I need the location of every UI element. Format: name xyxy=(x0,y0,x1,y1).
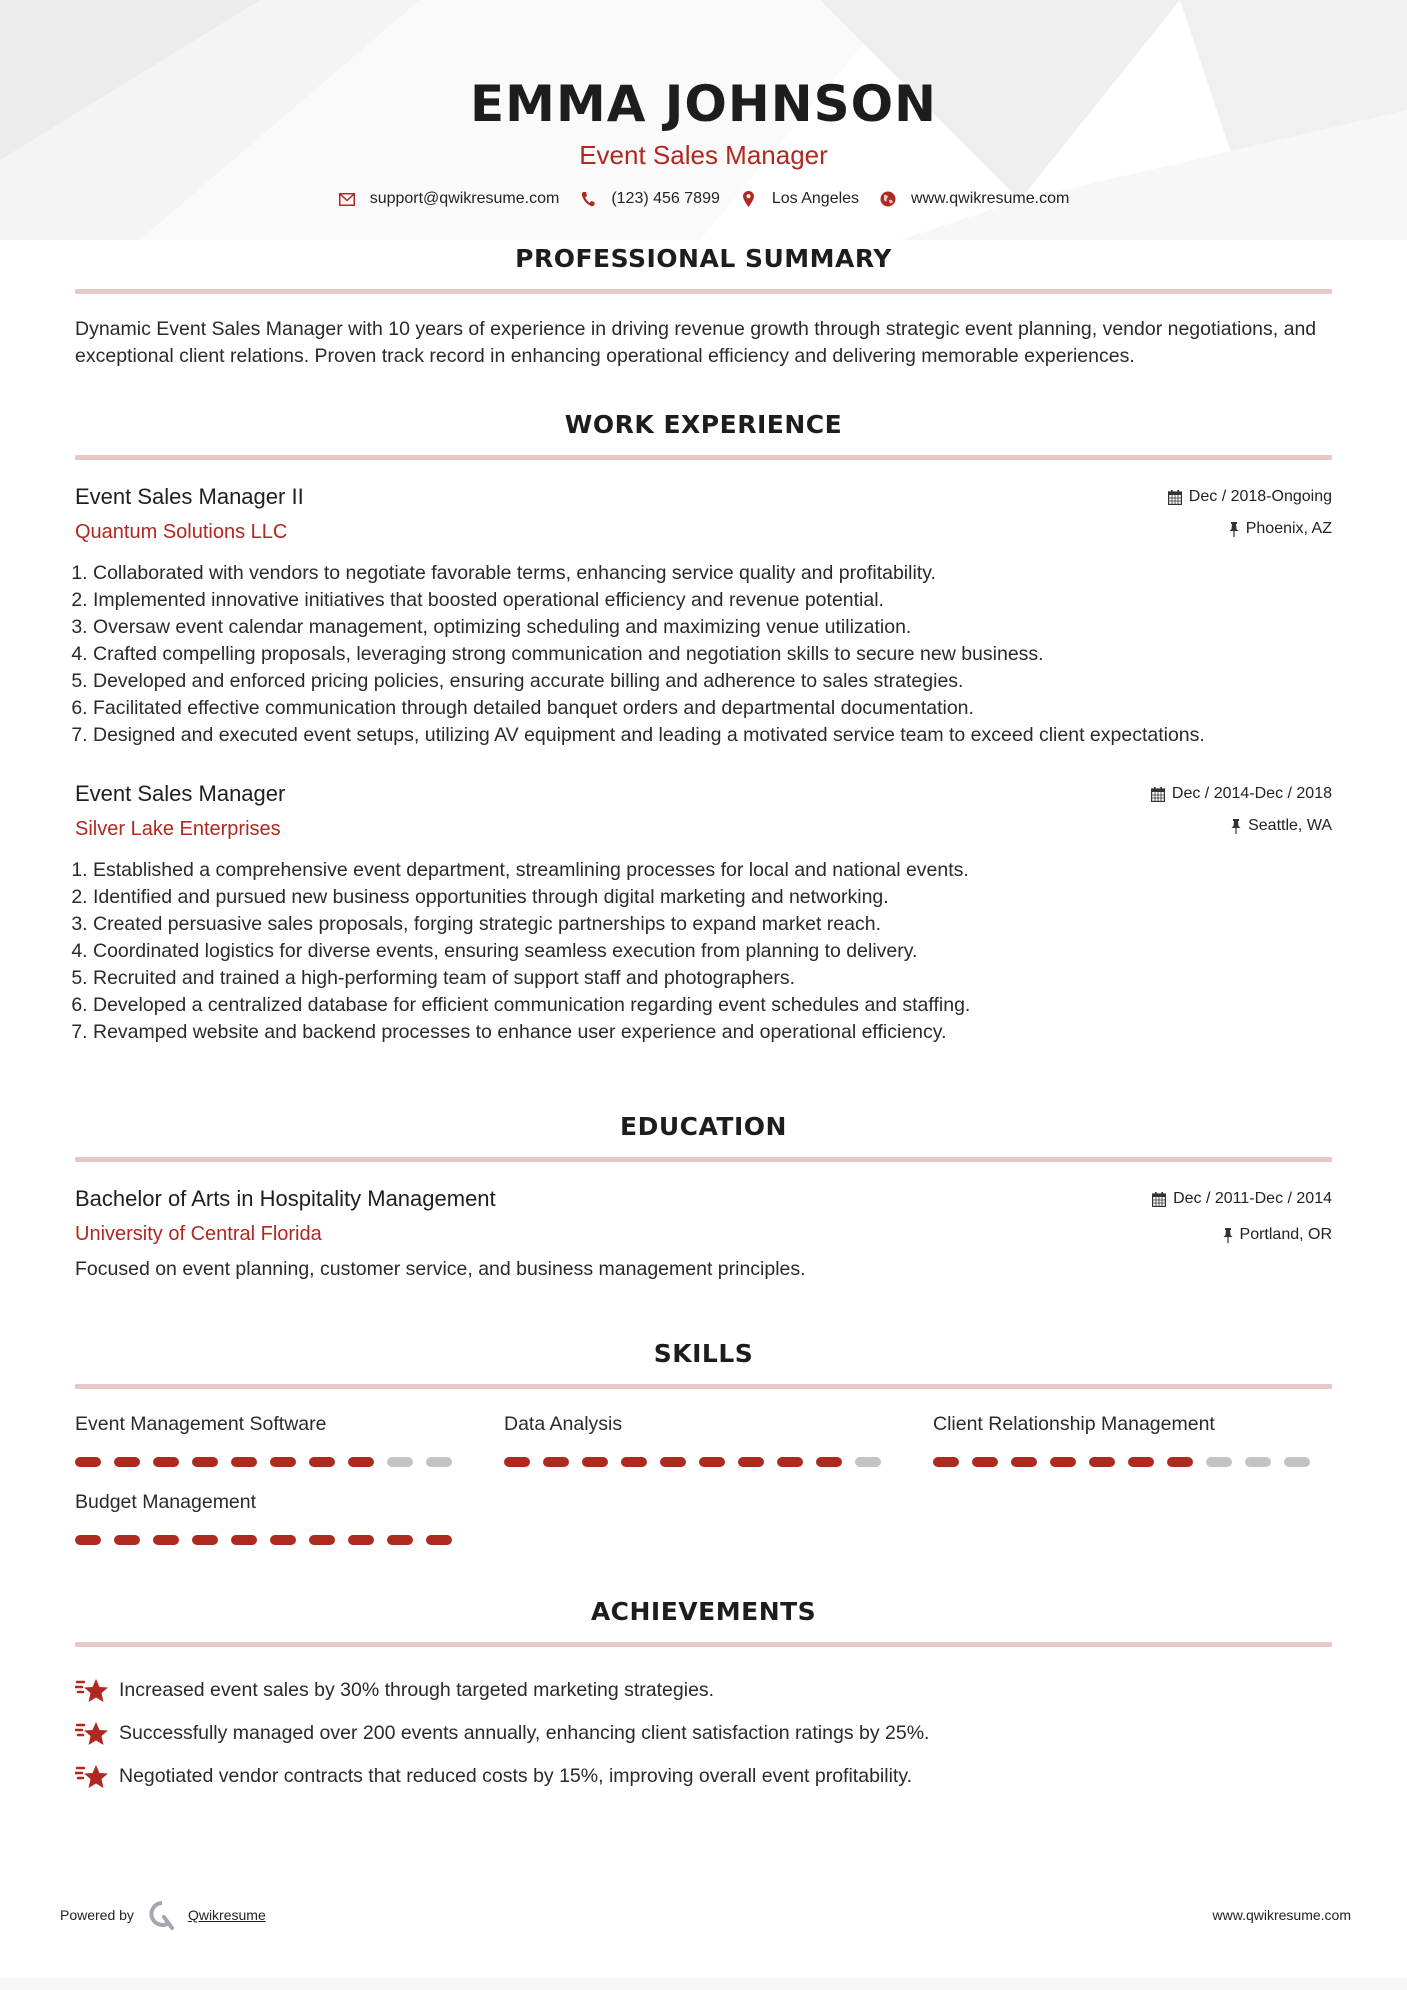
contact-phone-text: (123) 456 7899 xyxy=(611,190,720,207)
job-bullet: 3. Oversaw event calendar management, optimizing scheduling and maximizing venue utilization. xyxy=(93,614,1332,641)
contact-website[interactable] xyxy=(879,190,1069,208)
contact-location-text: Los Angeles xyxy=(771,190,860,207)
globe-icon xyxy=(879,190,897,208)
skill-rating-dash xyxy=(699,1457,725,1467)
skill-rating-bar xyxy=(75,1457,504,1467)
skill-rating-dash xyxy=(387,1457,413,1467)
skill-rating-dash xyxy=(270,1535,296,1545)
job-bullet: 3. Created persuasive sales proposals, forging strategic partnerships to expand market reach. xyxy=(93,911,1332,938)
skill-item xyxy=(75,1411,504,1467)
skill-rating-dash xyxy=(387,1535,413,1545)
skill-rating-dash xyxy=(1050,1457,1076,1467)
shooting-star-icon xyxy=(75,1762,109,1792)
section-heading-summary: PROFESSIONAL SUMMARY xyxy=(515,244,892,273)
job-company: Silver Lake Enterprises xyxy=(75,818,281,840)
skill-rating-dash xyxy=(1284,1457,1310,1467)
job-bullet: 2. Implemented innovative initiatives that boosted operational efficiency and revenue potential. xyxy=(93,587,1332,614)
education-dates: Dec / 2011-Dec / 2014 xyxy=(1173,1190,1332,1207)
skill-rating-dash xyxy=(1089,1457,1115,1467)
achievement-item xyxy=(75,1669,1332,1712)
candidate-title: Event Sales Manager xyxy=(579,140,828,170)
skill-rating-dash xyxy=(309,1457,335,1467)
map-pin-icon xyxy=(740,190,758,208)
section-divider xyxy=(75,1157,1332,1162)
calendar-icon xyxy=(1152,1192,1166,1207)
skill-rating-dash xyxy=(270,1457,296,1467)
job-bullet: 6. Facilitated effective communication through detailed banquet orders and departmental documentation. xyxy=(93,695,1332,722)
skill-rating-dash xyxy=(543,1457,569,1467)
skill-rating-dash xyxy=(192,1535,218,1545)
achievements-section xyxy=(75,1597,1332,1798)
job-company: Quantum Solutions LLC xyxy=(75,521,288,543)
achievement-text: Negotiated vendor contracts that reduced costs by 15%, improving overall event profitability. xyxy=(119,1765,913,1787)
envelope-icon xyxy=(338,190,356,208)
page-footer xyxy=(60,1900,1351,1930)
skill-rating-dash xyxy=(75,1535,101,1545)
achievement-item xyxy=(75,1712,1332,1755)
powered-by-label: Powered by xyxy=(60,1907,134,1923)
footer-website[interactable]: www.qwikresume.com xyxy=(1212,1907,1351,1923)
summary-section xyxy=(75,244,1332,370)
skill-rating-dash xyxy=(972,1457,998,1467)
skill-rating-dash xyxy=(114,1457,140,1467)
skill-rating-dash xyxy=(504,1457,530,1467)
education-location: Portland, OR xyxy=(1239,1226,1332,1243)
job-bullets xyxy=(75,560,1332,749)
summary-text: Dynamic Event Sales Manager with 10 years of experience in driving revenue growth through strategic event planning, vendor negotiations, and exceptional client relations. Proven track record in enhancing operational efficiency and delivering memorable experiences. xyxy=(75,318,1317,367)
achievement-item xyxy=(75,1755,1332,1798)
achievement-text: Increased event sales by 30% through targeted marketing strategies. xyxy=(119,1679,715,1701)
skill-rating-dash xyxy=(855,1457,881,1467)
skill-rating-dash xyxy=(1245,1457,1271,1467)
section-heading-achievements: ACHIEVEMENTS xyxy=(590,1597,817,1626)
skill-rating-dash xyxy=(231,1535,257,1545)
contact-bar xyxy=(0,190,1407,208)
shooting-star-icon xyxy=(75,1676,109,1706)
achievement-text: Successfully managed over 200 events annually, enhancing client satisfaction ratings by 25%. xyxy=(119,1722,930,1744)
experience-section xyxy=(75,410,1332,1046)
skill-rating-dash xyxy=(231,1457,257,1467)
skills-section xyxy=(75,1339,1332,1545)
skill-rating-dash xyxy=(816,1457,842,1467)
education-school: University of Central Florida xyxy=(75,1223,322,1245)
skill-rating-dash xyxy=(348,1535,374,1545)
job-bullet: 7. Revamped website and backend processes to enhance user experience and operational efficiency. xyxy=(93,1019,1332,1046)
qwikresume-logo-icon xyxy=(148,1900,176,1930)
education-description: Focused on event planning, customer service, and business management principles. xyxy=(75,1258,806,1280)
job-location: Phoenix, AZ xyxy=(1245,520,1332,537)
contact-phone[interactable] xyxy=(579,190,720,208)
section-heading-skills: SKILLS xyxy=(653,1339,754,1368)
job-bullet: 1. Collaborated with vendors to negotiate favorable terms, enhancing service quality and profitability. xyxy=(93,560,1332,587)
job-entry xyxy=(75,779,1332,1046)
job-location: Seattle, WA xyxy=(1248,817,1332,834)
skill-rating-dash xyxy=(777,1457,803,1467)
section-divider xyxy=(75,1384,1332,1389)
job-entry xyxy=(75,482,1332,749)
job-bullet: 4. Crafted compelling proposals, leveraging strong communication and negotiation skills to secure new business. xyxy=(93,641,1332,668)
skill-rating-bar xyxy=(933,1457,1362,1467)
powered-by xyxy=(60,1900,266,1930)
skill-name: Budget Management xyxy=(75,1491,257,1513)
contact-email-text: support@qwikresume.com xyxy=(369,190,560,207)
skill-rating-dash xyxy=(1206,1457,1232,1467)
education-section xyxy=(75,1112,1332,1283)
skill-item xyxy=(75,1489,504,1545)
job-dates: Dec / 2014-Dec / 2018 xyxy=(1171,785,1332,802)
skill-rating-dash xyxy=(309,1535,335,1545)
skill-rating-dash xyxy=(426,1457,452,1467)
skill-rating-dash xyxy=(1167,1457,1193,1467)
skill-rating-dash xyxy=(153,1457,179,1467)
skill-rating-dash xyxy=(738,1457,764,1467)
skill-name: Client Relationship Management xyxy=(933,1413,1215,1435)
job-bullet: 7. Designed and executed event setups, utilizing AV equipment and leading a motivated service team to exceed client expectations. xyxy=(93,722,1332,749)
job-bullet: 4. Coordinated logistics for diverse events, ensuring seamless execution from planning to delivery. xyxy=(93,938,1332,965)
shooting-star-icon xyxy=(75,1719,109,1749)
candidate-name: EMMA JOHNSON xyxy=(470,75,937,133)
skill-rating-dash xyxy=(114,1535,140,1545)
qwikresume-brand-link[interactable]: Qwikresume xyxy=(187,1907,266,1923)
calendar-icon xyxy=(1151,787,1165,802)
skills-grid xyxy=(75,1411,1332,1545)
skill-rating-dash xyxy=(75,1457,101,1467)
skill-rating-dash xyxy=(933,1457,959,1467)
skill-rating-dash xyxy=(348,1457,374,1467)
skill-rating-bar xyxy=(504,1457,933,1467)
resume-header xyxy=(0,0,1407,208)
pushpin-icon xyxy=(1231,819,1241,834)
phone-icon xyxy=(579,190,597,208)
job-bullet: 1. Established a comprehensive event department, streamlining processes for local and national events. xyxy=(93,857,1332,884)
skill-rating-bar xyxy=(75,1535,504,1545)
job-bullet: 5. Developed and enforced pricing policies, ensuring accurate billing and adherence to sales strategies. xyxy=(93,668,1332,695)
calendar-icon xyxy=(1168,490,1182,505)
skill-item xyxy=(504,1411,933,1467)
skill-rating-dash xyxy=(426,1535,452,1545)
section-divider xyxy=(75,1642,1332,1647)
job-bullet: 5. Recruited and trained a high-performing team of support staff and photographers. xyxy=(93,965,1332,992)
skill-rating-dash xyxy=(1128,1457,1154,1467)
section-divider xyxy=(75,289,1332,294)
skill-rating-dash xyxy=(660,1457,686,1467)
skill-name: Data Analysis xyxy=(504,1413,623,1435)
skill-rating-dash xyxy=(1011,1457,1037,1467)
skill-rating-dash xyxy=(621,1457,647,1467)
contact-location xyxy=(740,190,859,208)
skill-name: Event Management Software xyxy=(75,1413,327,1435)
section-heading-experience: WORK EXPERIENCE xyxy=(564,410,843,439)
skill-rating-dash xyxy=(153,1535,179,1545)
job-bullets xyxy=(75,857,1332,1046)
skill-rating-dash xyxy=(192,1457,218,1467)
skill-rating-dash xyxy=(582,1457,608,1467)
section-heading-education: EDUCATION xyxy=(620,1112,787,1141)
education-degree: Bachelor of Arts in Hospitality Management xyxy=(75,1186,496,1211)
job-dates: Dec / 2018-Ongoing xyxy=(1188,488,1332,505)
achievements-list xyxy=(75,1669,1332,1798)
contact-email[interactable] xyxy=(338,190,560,208)
job-role: Event Sales Manager xyxy=(75,781,286,806)
page-bottom-edge xyxy=(0,1978,1407,1990)
contact-website-text: www.qwikresume.com xyxy=(911,190,1070,207)
job-bullet: 6. Developed a centralized database for efficient communication regarding event schedules and staffing. xyxy=(93,992,1332,1019)
pushpin-icon xyxy=(1229,522,1239,537)
pushpin-icon xyxy=(1223,1228,1233,1243)
job-bullet: 2. Identified and pursued new business opportunities through digital marketing and networking. xyxy=(93,884,1332,911)
job-role: Event Sales Manager II xyxy=(75,484,304,509)
education-entry xyxy=(75,1184,1332,1283)
skill-item xyxy=(933,1411,1362,1467)
section-divider xyxy=(75,455,1332,460)
